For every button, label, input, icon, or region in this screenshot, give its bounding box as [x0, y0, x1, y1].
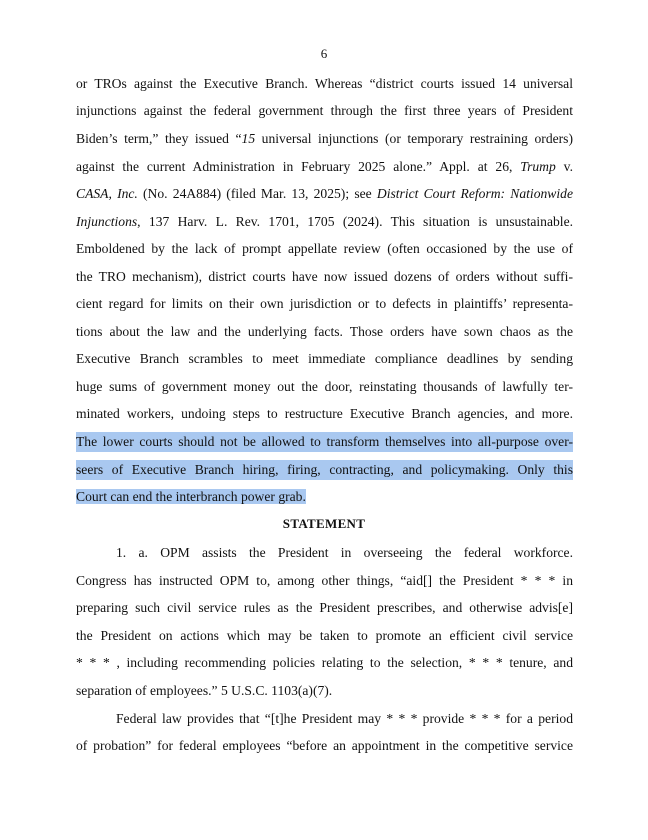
- text-segment: Executive Branch scrambles to meet immediate compliance deadlines by sending: [76, 351, 573, 366]
- text-segment: Court can end the interbranch power grab.: [76, 489, 306, 504]
- page-number: 6: [320, 46, 328, 61]
- text-line: [76, 432, 573, 452]
- text-segment: Federal law provides that “[t]he President may * * * provide * * * for a period: [116, 711, 573, 726]
- text-line: [76, 736, 573, 756]
- text-line: [76, 129, 573, 149]
- text-line: [76, 184, 573, 204]
- text-segment: the TRO mechanism), district courts have now issued dozens of orders without suffi-: [76, 269, 573, 284]
- text-line: [76, 653, 573, 673]
- text-segment: Emboldened by the lack of prompt appellate review (often occasioned by the use of: [76, 241, 573, 256]
- text-line: [76, 157, 573, 177]
- italic-text: District Court Reform: Nationwide: [376, 186, 573, 201]
- italic-text: Injunctions: [76, 214, 138, 229]
- text-line: [76, 349, 573, 369]
- text-line: [76, 404, 573, 424]
- text-segment: * * * , including recommending policies relating to the selection, * * * tenure, and: [76, 655, 573, 670]
- text-line: [76, 626, 573, 646]
- text-line: [76, 212, 573, 232]
- text-line: [76, 681, 573, 701]
- text-segment: Congress has instructed OPM to, among other things, “aid[] the President * * * in: [76, 573, 573, 588]
- italic-text: 15: [241, 131, 256, 146]
- text-line: [76, 460, 573, 480]
- text-line: [76, 267, 573, 287]
- text-segment: Biden’s term,” they issued “: [76, 131, 242, 146]
- text-segment: separation of employees.” 5 U.S.C. 1103(a)(7).: [76, 683, 333, 698]
- text-segment: The lower courts should not be allowed to transform themselves into all-purpose over-: [76, 434, 573, 449]
- text-segment: (No. 24A884) (filed Mar. 13, 2025); see: [137, 186, 377, 201]
- text-segment: v.: [555, 159, 573, 174]
- text-line: [116, 709, 573, 729]
- text-line: [76, 487, 573, 507]
- text-line: [116, 543, 573, 563]
- text-segment: cient regard for limits on their own jurisdiction or to defects in plaintiffs’ representa-: [76, 296, 573, 311]
- section-heading: STATEMENT: [282, 516, 366, 531]
- text-segment: seers of Executive Branch hiring, firing, contracting, and policymaking. Only this: [76, 462, 573, 477]
- text-segment: tions about the law and the underlying facts. Those orders have sown chaos as the: [76, 324, 573, 339]
- text-segment: of probation” for federal employees “before an appointment in the competitive service: [76, 738, 573, 753]
- text-segment: , 137 Harv. L. Rev. 1701, 1705 (2024). This situation is unsustainable.: [137, 214, 573, 229]
- text-segment: against the current Administration in February 2025 alone.” Appl. at 26,: [76, 159, 521, 174]
- text-line: [76, 377, 573, 397]
- text-line: [76, 294, 573, 314]
- text-line: [76, 74, 573, 94]
- text-line: [76, 239, 573, 259]
- text-line: [76, 571, 573, 591]
- italic-text: CASA, Inc.: [76, 186, 138, 201]
- text-segment: preparing such civil service rules as the President prescribes, and otherwise advis[e]: [76, 600, 573, 615]
- text-segment: injunctions against the federal government through the first three years of President: [76, 103, 573, 118]
- text-segment: universal injunctions (or temporary restraining orders): [255, 131, 573, 146]
- italic-text: Trump: [520, 159, 556, 174]
- text-line: [76, 322, 573, 342]
- text-segment: huge sums of government money out the door, reinstating thousands of lawfully ter-: [76, 379, 573, 394]
- text-line: [76, 101, 573, 121]
- text-segment: or TROs against the Executive Branch. Whereas “district courts issued 14 universal: [76, 76, 573, 91]
- text-line: [76, 598, 573, 618]
- text-segment: minated workers, undoing steps to restructure Executive Branch agencies, and more.: [76, 406, 573, 421]
- text-segment: 1. a. OPM assists the President in overseeing the federal workforce.: [116, 545, 573, 560]
- text-segment: the President on actions which may be taken to promote an efficient civil service: [76, 628, 573, 643]
